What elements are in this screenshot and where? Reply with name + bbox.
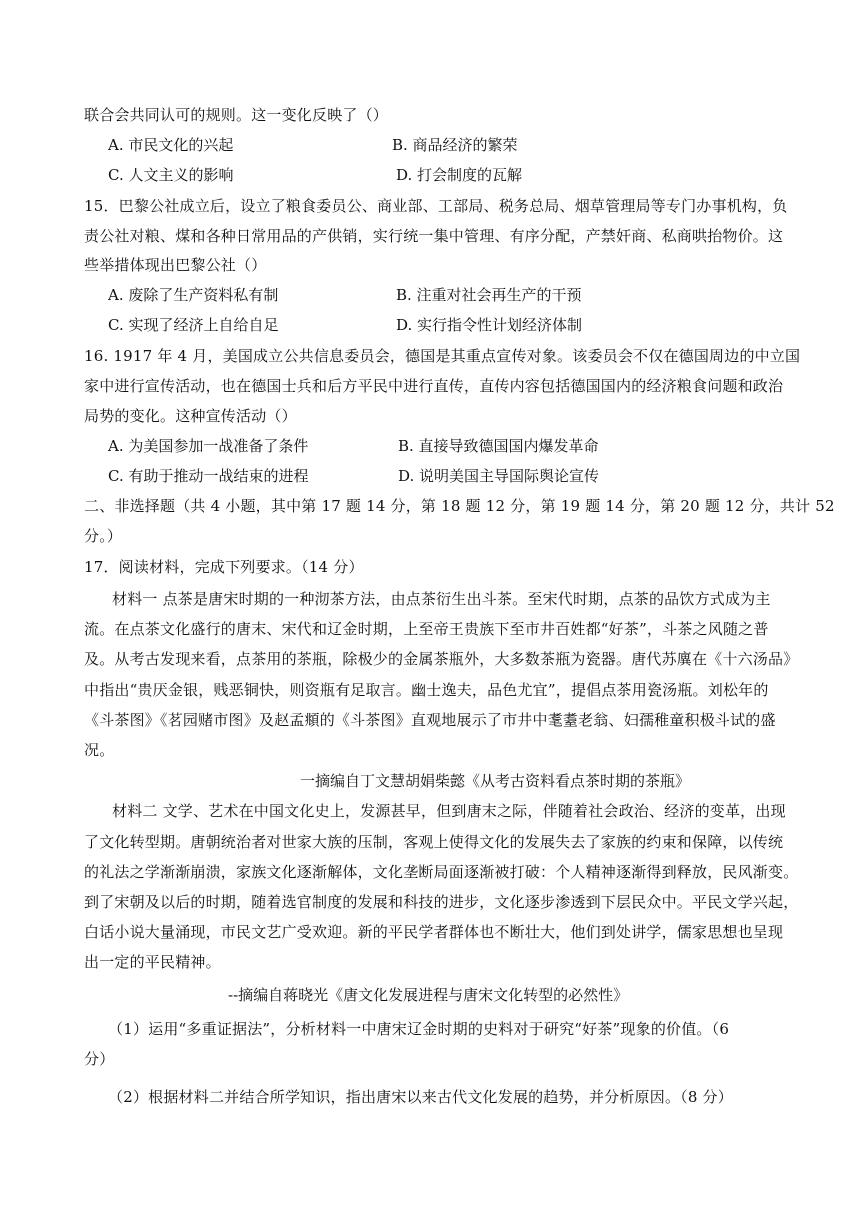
q16-line-1: 16. 1917 年 4 月，美国成立公共信息委员会，德国是其重点宣传对象。该委员会不仅在德国周边的中立国	[84, 347, 801, 365]
q17-material1-line-5: 《斗茶图》《茗园赌市图》及赵孟頫的《斗茶图》直观地展示了市井中耄耋老翁、妇孺稚童积极斗试的盛	[84, 711, 776, 729]
q14-option-a: A. 市民文化的兴起	[108, 136, 234, 154]
q17-material1-line-1: 材料一 点茶是唐宋时期的一种沏茶方法，由点茶衍生出斗茶。至宋代时期，点茶的品饮方式成为主	[112, 590, 771, 608]
q16-option-c: C. 有助于推动一战结束的进程	[108, 467, 309, 485]
q17-material2-line-4: 到了宋朝及以后的时期，随着选官制度的发展和科技的进步，文化逐步渗透到下层民众中。平民文学兴起，	[84, 893, 799, 911]
q16-option-d: D. 说明美国主导国际舆论宣传	[398, 467, 600, 485]
q17-material2-line-5: 白话小说大量涌现，市民文艺广受欢迎。新的平民学者群体也不断壮大，他们到处讲学，儒家思想也呈现	[84, 923, 784, 941]
q16-option-b: B. 直接导致德国国内爆发革命	[398, 437, 599, 455]
q15-line-1: 15．巴黎公社成立后，设立了粮食委员公、商业部、工部局、税务总局、烟草管理局等专门办事机构，负	[84, 197, 788, 215]
q17-heading: 17．阅读材料，完成下列要求。（14 分）	[84, 558, 364, 576]
q17-material2-line-1: 材料二 文学、艺术在中国文化史上，发源甚早，但到唐末之际，伴随着社会政治、经济的变革，出现	[112, 802, 786, 820]
q15-option-a: A. 废除了生产资料私有制	[108, 286, 279, 304]
q17-sub2: （2）根据材料二并结合所学知识，指出唐宋以来古代文化发展的趋势，并分析原因。（8 分）	[108, 1088, 733, 1106]
q17-material1-line-3: 及。从考古发现来看，点茶用的茶瓶，除极少的金属茶瓶外，大多数茶瓶为瓷器。唐代苏廙在《十六汤品》	[84, 650, 799, 668]
q17-material2-line-2: 了文化转型期。唐朝统治者对世家大族的压制，客观上使得文化的发展失去了家族的约束和保障，以传统	[84, 833, 784, 851]
q15-line-3: 些举措体现出巴黎公社（）	[84, 256, 267, 274]
q14-tail: 联合会共同认可的规则。这一变化反映了（）	[84, 106, 389, 124]
q14-option-d: D. 打会制度的瓦解	[396, 166, 523, 184]
q16-option-a: A. 为美国参加一战准备了条件	[108, 437, 309, 455]
section2-heading-line-1: 二、非选择题（共 4 小题，其中第 17 题 14 分，第 18 题 12 分，第 19 题 14 分，第 20 题 12 分，共计 52	[84, 497, 835, 515]
q17-material2-line-3: 的礼法之学渐渐崩溃，家族文化逐渐解体，文化垄断局面逐渐被打破：个人精神逐渐得到释放，民风渐变。	[84, 863, 799, 881]
q17-sub1-line-2: 分）	[84, 1050, 115, 1068]
q17-sub1-line-1: （1）运用“多重证据法”，分析材料一中唐宋辽金时期的史料对于研究“好茶”现象的价值。（6	[108, 1020, 730, 1038]
q14-option-c: C. 人文主义的影响	[108, 166, 234, 184]
q16-line-3: 局势的变化。这种宣传活动（）	[84, 407, 297, 425]
section2-heading-line-2: 分。）	[84, 527, 123, 545]
q17-source-1: 一摘编自丁文慧胡娟柴懿《从考古资料看点茶时期的茶瓶》	[300, 772, 691, 790]
q17-material1-line-4: 中指出“贵厌金银，贱恶铜快，则资瓶有足取言。幽士逸夫，品色尤宜”，提倡点茶用瓷汤瓶。刘松年的	[84, 681, 769, 699]
q17-material2-line-6: 出一定的平民精神。	[84, 953, 221, 971]
q15-line-2: 责公社对粮、煤和各种日常用品的产供销，实行统一集中管理、有序分配，产禁奸商、私商哄抬物价。这	[84, 227, 784, 245]
q15-option-d: D. 实行指令性计划经济体制	[396, 316, 583, 334]
q16-line-2: 家中进行宣传活动，也在德国士兵和后方平民中进行直传，直传内容包括德国国内的经济粮食问题和政治	[84, 377, 784, 395]
q17-material1-line-2: 流。在点茶文化盛行的唐末、宋代和辽金时期，上至帝王贵族下至市井百姓都“好茶”，斗茶之风随之普	[84, 620, 769, 638]
q15-option-b: B. 注重对社会再生产的干预	[396, 286, 582, 304]
q15-option-c: C. 实现了经济上自给自足	[108, 316, 279, 334]
q17-material1-line-6: 况。	[84, 741, 115, 759]
q14-option-b: B. 商品经济的繁荣	[392, 136, 518, 154]
q17-source-2: --摘编自蒋晓光《唐文化发展进程与唐宋文化转型的必然性》	[228, 986, 629, 1004]
